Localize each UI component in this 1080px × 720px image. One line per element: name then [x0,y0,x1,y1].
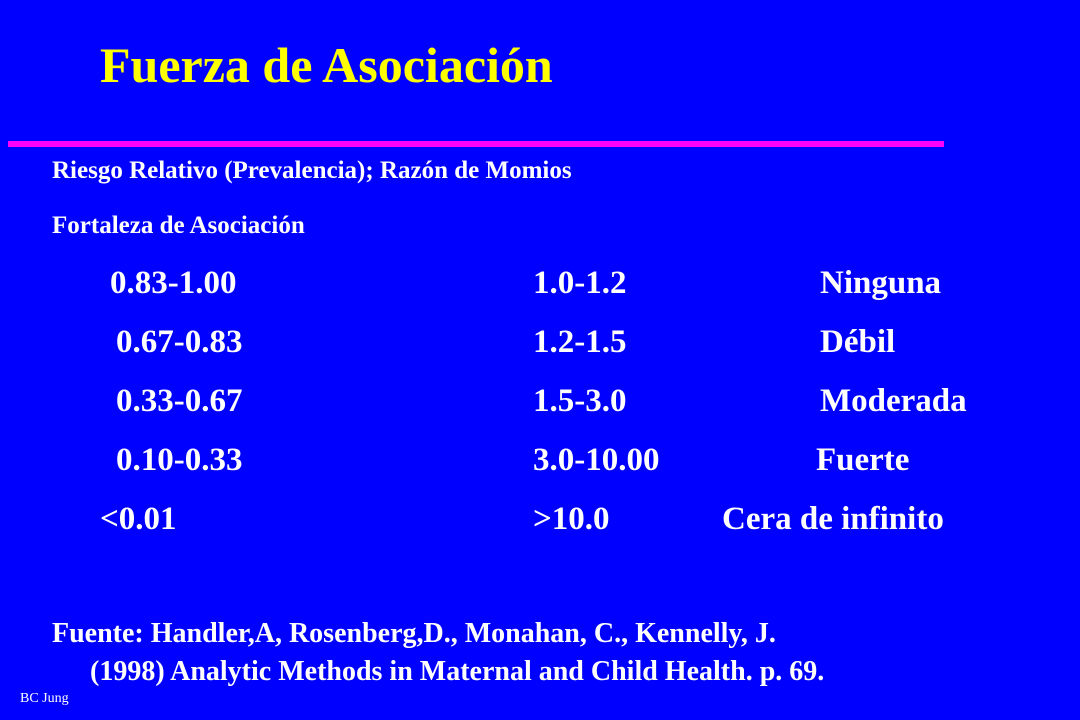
source-citation-line-2: (1998) Analytic Methods in Maternal and Child Health. p. 69. [90,656,825,687]
range-high: 1.0-1.2 [533,265,627,301]
range-high: 1.5-3.0 [533,383,627,419]
subtitle: Riesgo Relativo (Prevalencia); Razón de Momios [52,157,572,184]
strength-label: Débil [820,324,896,360]
strength-label: Fuerte [816,442,910,478]
range-high: 3.0-10.00 [533,442,660,478]
author-credit: BC Jung [20,691,69,706]
source-citation-line-1: Fuente: Handler,A, Rosenberg,D., Monahan, C., Kennelly, J. [52,618,776,649]
strength-label: Moderada [820,383,967,419]
range-low: 0.67-0.83 [116,324,243,360]
range-low: 0.33-0.67 [116,383,243,419]
strength-label: Ninguna [820,265,942,301]
title-divider [8,141,944,147]
range-low: <0.01 [100,501,177,537]
strength-label: Cera de infinito [722,501,944,537]
range-high: >10.0 [533,501,610,537]
section-heading: Fortaleza de Asociación [52,212,305,239]
range-low: 0.10-0.33 [116,442,243,478]
slide-title: Fuerza de Asociación [100,37,553,93]
range-low: 0.83-1.00 [110,265,237,301]
range-high: 1.2-1.5 [533,324,627,360]
